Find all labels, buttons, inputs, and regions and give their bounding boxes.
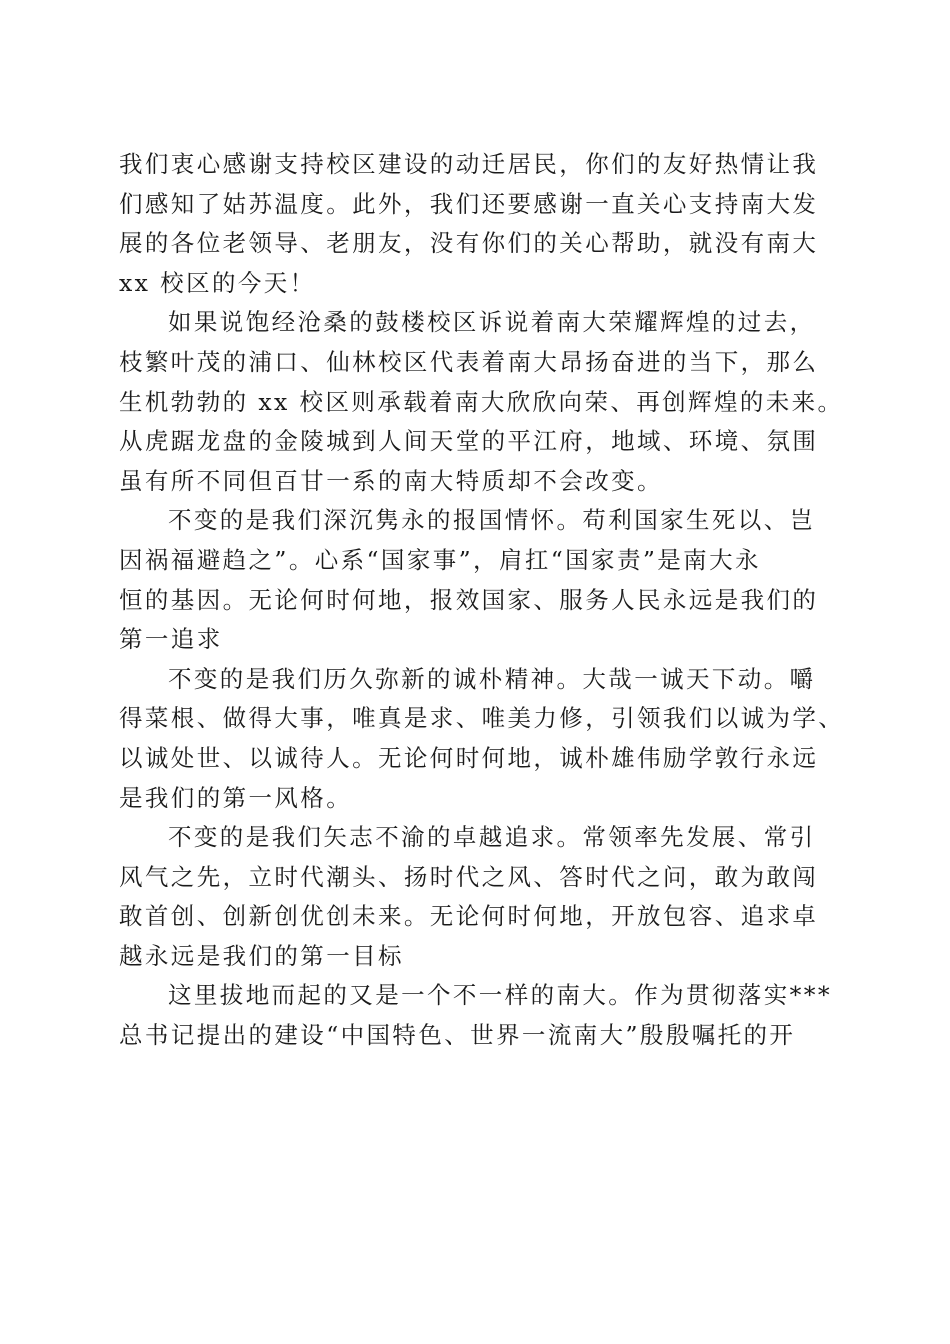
text-line: 敢首创、创新创优创未来。无论何时何地，开放包容、追求卓 bbox=[119, 902, 819, 931]
text-line: 不变的是我们矢志不渝的卓越追求。常领率先发展、常引 bbox=[168, 823, 816, 852]
text-line: 因祸福避趋之”。心系“国家事”，肩扛“国家责”是南大永 bbox=[119, 545, 761, 574]
text-line: 越永远是我们的第一目标 bbox=[119, 941, 404, 970]
paragraph-excellence bbox=[119, 818, 831, 976]
text-line: xx 校区的今天！ bbox=[119, 268, 316, 297]
document-body bbox=[119, 145, 845, 1056]
text-line: 不变的是我们历久弥新的诚朴精神。大哉一诚天下动。嚼 bbox=[168, 664, 816, 693]
text-line: 以诚处世、以诚待人。无论何时何地，诚朴雄伟励学敦行永远 bbox=[119, 743, 819, 772]
text-line: 不变的是我们深沉隽永的报国情怀。苟利国家生死以、岂 bbox=[168, 506, 816, 535]
text-line: 展的各位老领导、老朋友，没有你们的关心帮助，就没有南大 bbox=[119, 229, 819, 258]
text-line: 恒的基因。无论何时何地，报效国家、服务人民永远是我们的 bbox=[119, 585, 819, 614]
text-line: 我们衷心感谢支持校区建设的动迁居民，你们的友好热情让我 bbox=[119, 150, 819, 178]
text-line: 枝繁叶茂的浦口、仙林校区代表着南大昂扬奋进的当下，那么 bbox=[119, 347, 819, 376]
text-line: 这里拔地而起的又是一个不一样的南大。作为贯彻落实*** bbox=[168, 981, 833, 1010]
text-line: 虽有所不同但百甘一系的南大特质却不会改变。 bbox=[119, 466, 663, 495]
text-line: 从虎踞龙盘的金陵城到人间天堂的平江府，地域、环境、氛围 bbox=[119, 427, 819, 456]
text-line: 生机勃勃的 xx 校区则承载着南大欣欣向荣、再创辉煌的未来。 bbox=[119, 387, 844, 416]
text-line: 如果说饱经沧桑的鼓楼校区诉说着南大荣耀辉煌的过去， bbox=[168, 308, 816, 337]
paragraph-campuses bbox=[119, 303, 844, 501]
paragraph-patriotism bbox=[119, 501, 831, 659]
text-line: 是我们的第一风格。 bbox=[119, 783, 353, 812]
paragraph-thanks bbox=[119, 145, 831, 303]
text-line: 第一追求 bbox=[119, 625, 223, 654]
paragraph-sincerity bbox=[119, 660, 845, 818]
text-line: 风气之先，立时代潮头、扬时代之风、答时代之问，敢为敢闯 bbox=[119, 862, 819, 891]
text-line: 们感知了姑苏温度。此外，我们还要感谢一直关心支持南大发 bbox=[119, 189, 819, 218]
text-line: 得菜根、做得大事，唯真是求、唯美力修，引领我们以诚为学、 bbox=[119, 704, 845, 733]
paragraph-new-campus bbox=[119, 976, 831, 1055]
text-line: 总书记提出的建设“中国特色、世界一流南大”殷殷嘱托的开 bbox=[119, 1021, 796, 1050]
